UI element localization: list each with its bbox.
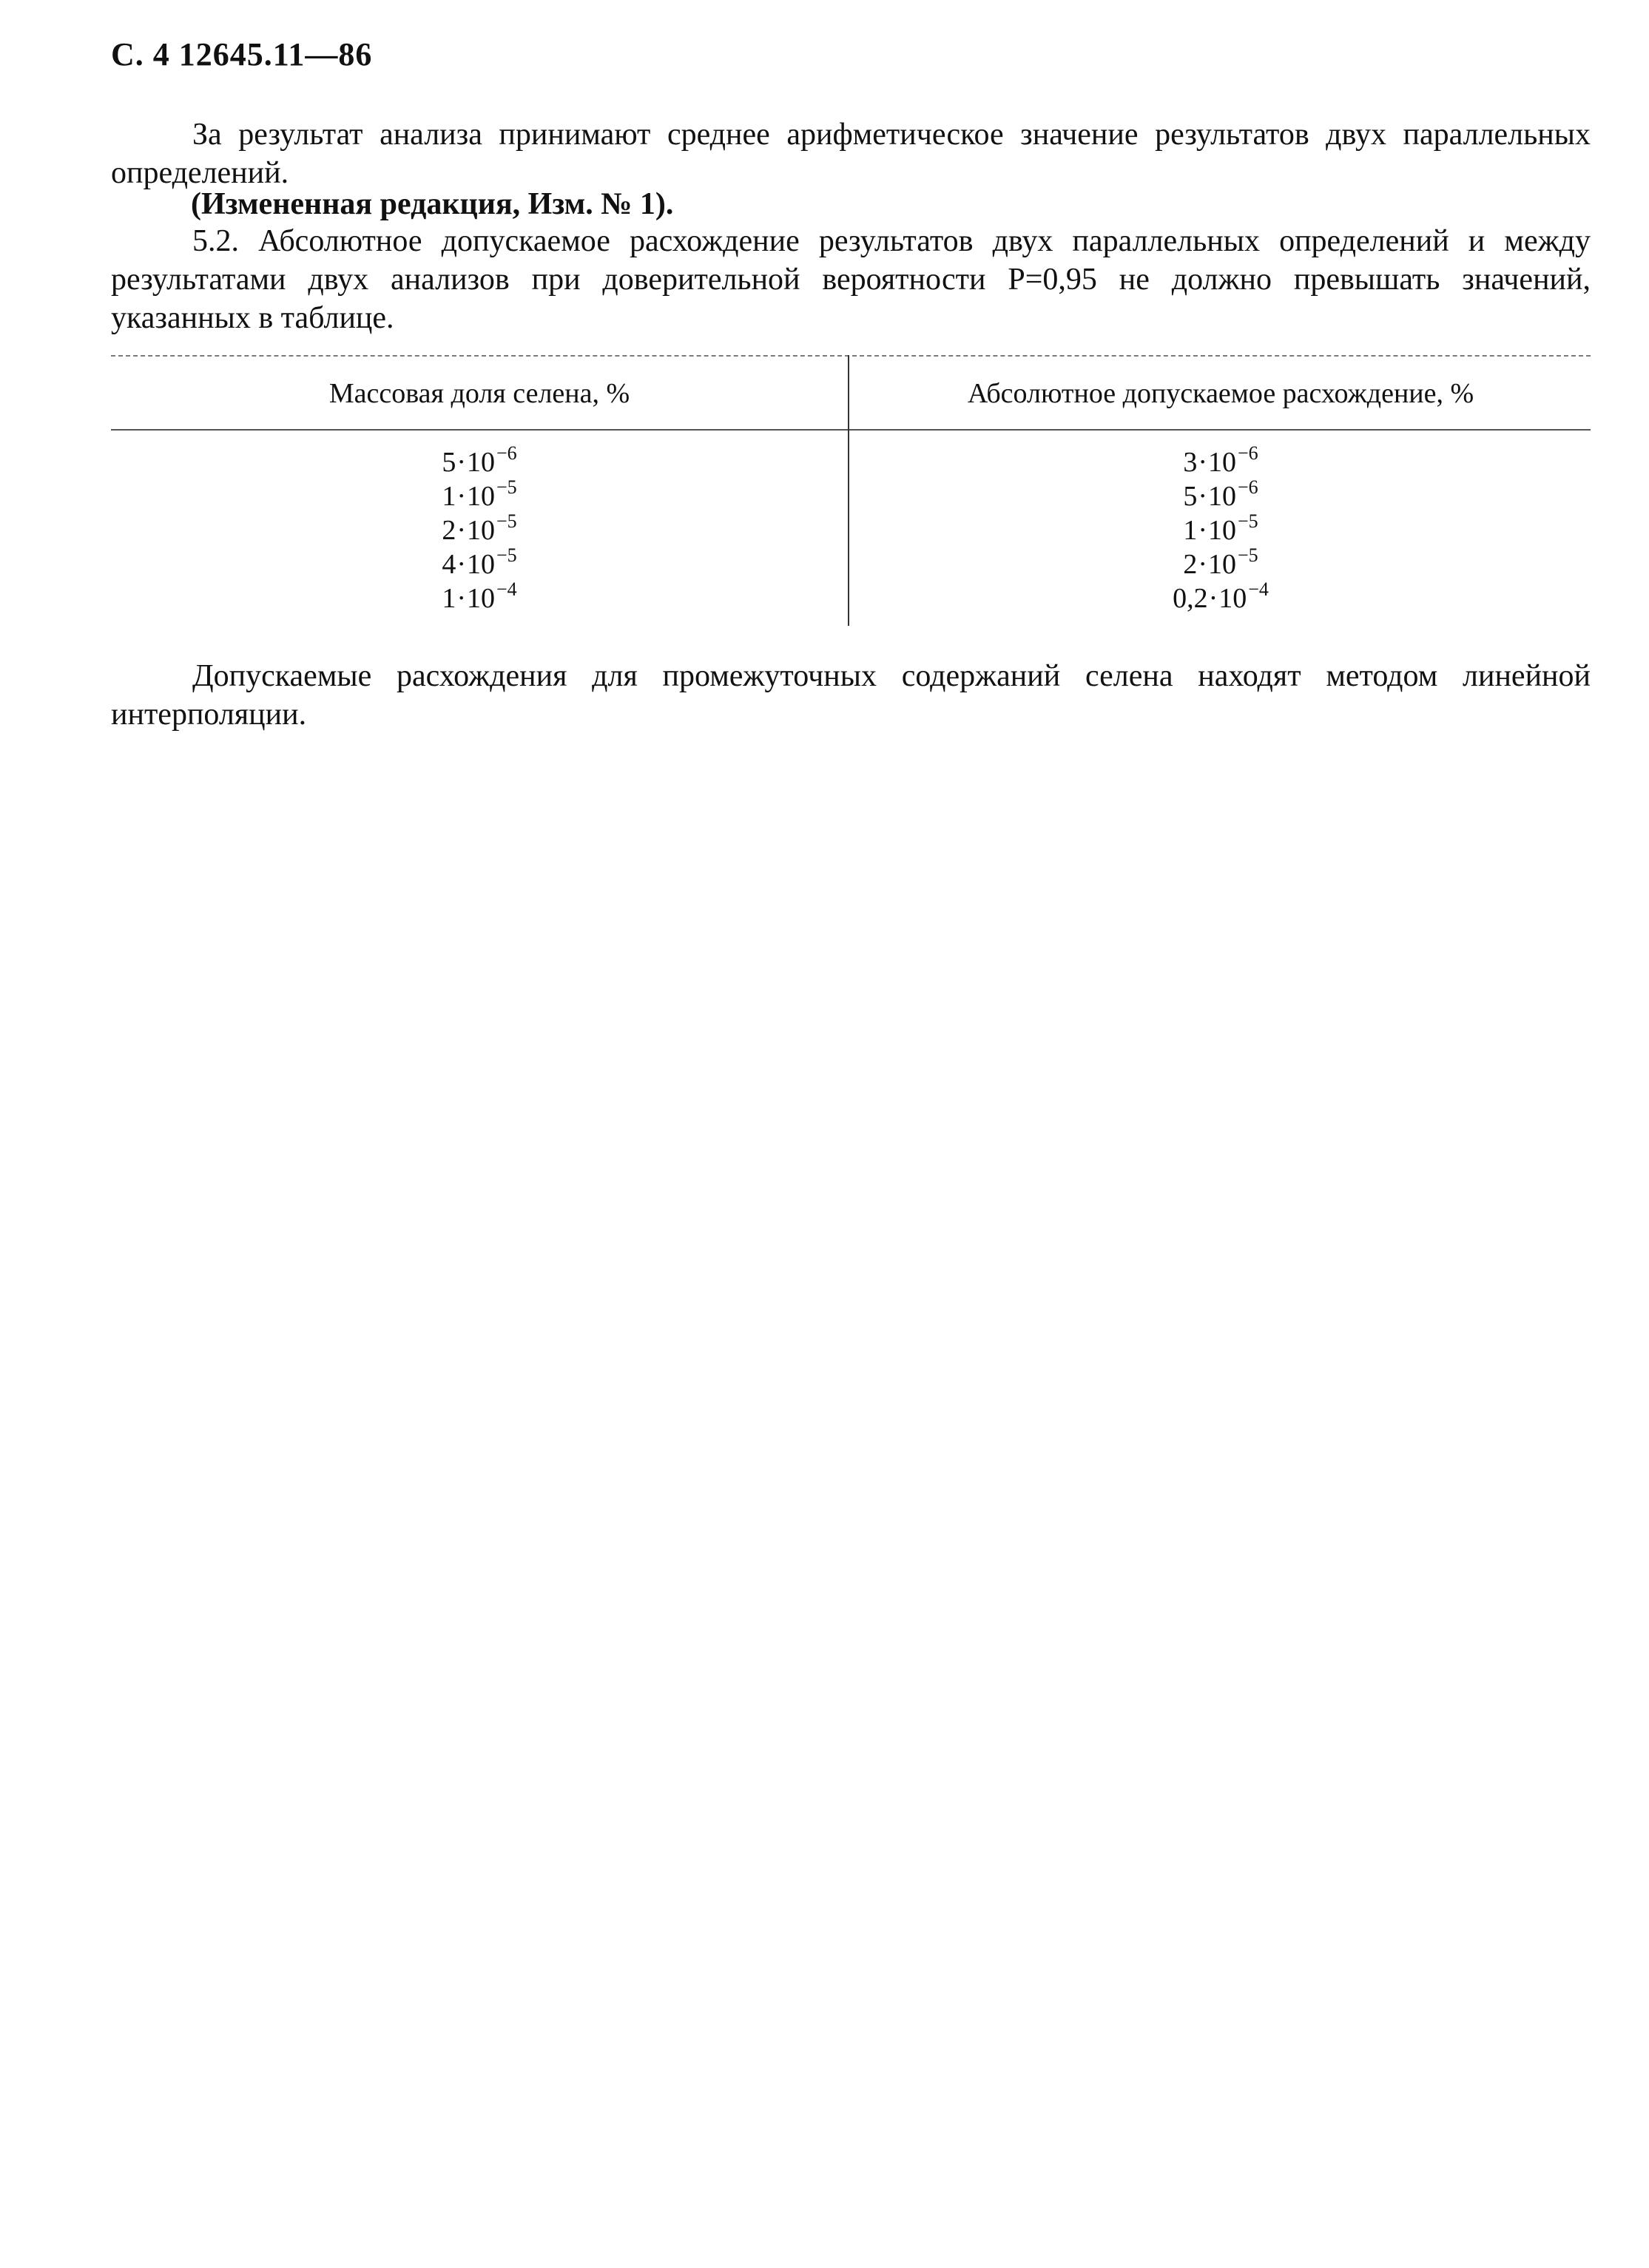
table-cell [851,442,1591,481]
table-cell [111,544,848,583]
column-mass-fraction [111,442,848,617]
table-cell [851,510,1591,549]
cell-dot: · [456,515,466,546]
cell-exponent: −5 [1237,544,1258,566]
cell-dot: · [1198,481,1207,512]
cell-mantissa: 0,2 [1173,583,1208,614]
cell-mantissa: 1 [1183,515,1198,546]
table-cell [851,476,1591,515]
cell-base: 10 [1207,447,1236,478]
cell-mantissa: 1 [442,481,456,512]
cell-exponent: −5 [1237,510,1258,532]
cell-mantissa: 2 [442,515,456,546]
cell-exponent: −6 [1237,476,1258,498]
cell-dot: · [456,447,466,478]
cell-dot: · [456,583,466,614]
cell-base: 10 [1207,481,1236,512]
cell-mantissa: 2 [1183,549,1198,580]
cell-dot: · [456,481,466,512]
paragraph-result-text: За результат анализа принимают среднее арифметическое значение результатов двух параллельных определений. [111,118,1591,190]
cell-exponent: −5 [496,476,517,498]
cell-base: 10 [1218,583,1247,614]
cell-exponent: −4 [496,578,517,600]
tolerance-table [111,355,1591,626]
column-tolerance [851,442,1591,617]
cell-dot: · [1208,583,1218,614]
cell-base: 10 [466,447,495,478]
table-cell [111,510,848,549]
table-cell [851,544,1591,583]
cell-exponent: −6 [1237,442,1258,464]
cell-exponent: −6 [496,442,517,464]
table-cell [851,578,1591,617]
paragraph-result [111,115,1591,192]
cell-base: 10 [466,583,495,614]
amendment-note: (Измененная редакция, Изм. № 1). [191,187,674,221]
table-cell [111,476,848,515]
table-cell [111,442,848,481]
paragraph-interpolation-text: Допускаемые расхождения для промежуточных содержаний селена находят методом линейной интерполяции. [111,659,1591,732]
cell-base: 10 [1207,515,1236,546]
cell-base: 10 [466,515,495,546]
cell-mantissa: 3 [1183,447,1198,478]
cell-mantissa: 1 [442,583,456,614]
cell-mantissa: 4 [442,549,456,580]
table-column-divider [848,355,849,626]
cell-exponent: −5 [496,510,517,532]
cell-base: 10 [1207,549,1236,580]
table-header-tolerance: Абсолютное допускаемое расхождение, % [967,378,1474,409]
cell-base: 10 [466,481,495,512]
paragraph-tolerance-text: 5.2. Абсолютное допускаемое расхождение результатов двух параллельных определений и между результатами двух анализов при доверительной вероятности P=0,95 не должно превышать значений, указанных в таблице. [111,224,1591,335]
cell-mantissa: 5 [442,447,456,478]
table-top-rule [111,355,1591,357]
cell-exponent: −4 [1248,578,1269,600]
table-cell [111,578,848,617]
cell-exponent: −5 [496,544,517,566]
table-header-mass-fraction: Массовая доля селена, % [328,378,630,409]
cell-dot: · [1198,447,1207,478]
page-header: С. 4 12645.11—86 [111,36,373,72]
cell-mantissa: 5 [1183,481,1198,512]
cell-dot: · [456,549,466,580]
paragraph-interpolation [111,657,1591,734]
table-header-rule [111,429,1591,431]
cell-base: 10 [466,549,495,580]
paragraph-tolerance [111,222,1591,337]
cell-dot: · [1198,515,1207,546]
cell-dot: · [1198,549,1207,580]
